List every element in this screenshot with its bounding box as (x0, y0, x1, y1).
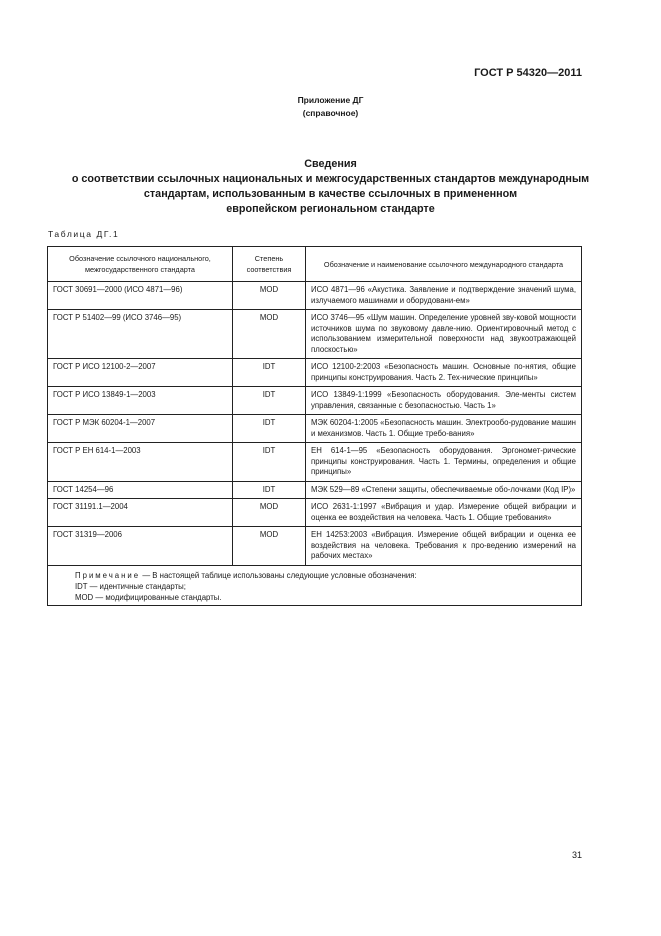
cell-national: ГОСТ Р ИСО 13849-1—2003 (48, 387, 233, 415)
table-row (48, 415, 582, 443)
cell-degree: MOD (233, 310, 306, 359)
cell-international: ИСО 12100-2:2003 «Безопасность машин. Основные по-нятия, общие принципы конструирования. Часть 2. Тех-нические принципы» (306, 359, 582, 387)
cell-degree: IDT (233, 387, 306, 415)
appendix-heading (0, 94, 661, 120)
cell-international: ИСО 13849-1:1999 «Безопасность оборудования. Эле-менты систем управления, связанные с безопасностью. Часть 1» (306, 387, 582, 415)
title-line: европейском региональном стандарте (226, 203, 435, 215)
note-intro: — В настоящей таблице использованы следующие условные обозначения: (142, 570, 417, 580)
page-number: 31 (571, 850, 582, 860)
cell-degree: IDT (233, 359, 306, 387)
note-label: Примечание (75, 570, 141, 580)
cell-degree: MOD (233, 499, 306, 527)
header-national: Обозначение ссылочного национального, межгосударственного стандарта (48, 247, 233, 282)
cell-international: МЭК 60204-1:2005 «Безопасность машин. Электрообо-рудование машин и механизмов. Часть 1. Общие требо-вания» (306, 415, 582, 443)
table-row (48, 527, 582, 566)
cell-national: ГОСТ 31191.1—2004 (48, 499, 233, 527)
note-line-idt: IDT — идентичные стандарты; (75, 581, 186, 591)
note-intro-line (75, 570, 576, 581)
title-line: о соответствии ссылочных национальных и межгосударственных стандартов международным (71, 173, 590, 185)
cell-national: ГОСТ 30691—2000 (ИСО 4871—96) (48, 282, 233, 310)
title-line: Сведения (304, 158, 357, 170)
table-row (48, 282, 582, 310)
title-line: стандартам, использованным в качестве ссылочных в примененном (143, 188, 518, 200)
appendix-subtitle: (справочное) (302, 108, 359, 118)
cell-national: ГОСТ 14254—96 (48, 481, 233, 499)
cell-national: ГОСТ 31319—2006 (48, 527, 233, 566)
table-header-row (48, 247, 582, 282)
cell-national: ГОСТ Р МЭК 60204-1—2007 (48, 415, 233, 443)
standards-table (47, 246, 582, 606)
cell-international: ИСО 4871—96 «Акустика. Заявление и подтверждение значений шума, излучаемого машинами и оборудовани-ем» (306, 282, 582, 310)
table-row (48, 387, 582, 415)
table-row (48, 359, 582, 387)
header-international: Обозначение и наименование ссылочного международного стандарта (306, 247, 582, 282)
cell-national: ГОСТ Р ИСО 12100-2—2007 (48, 359, 233, 387)
table-row (48, 310, 582, 359)
section-title (30, 157, 631, 217)
cell-degree: MOD (233, 527, 306, 566)
note-line-mod: MOD — модифицированные стандарты. (75, 592, 222, 602)
cell-degree: IDT (233, 481, 306, 499)
table-row (48, 499, 582, 527)
table-row (48, 443, 582, 482)
cell-degree: MOD (233, 282, 306, 310)
cell-international: ЕН 14253:2003 «Вибрация. Измерение общей вибрации и оценка ее воздействия на человека. Требования к про-ведению измерений на рабочих местах» (306, 527, 582, 566)
table-label: Таблица ДГ.1 (48, 229, 120, 239)
cell-national: ГОСТ Р 51402—99 (ИСО 3746—95) (48, 310, 233, 359)
table-note (48, 565, 582, 605)
document-code: ГОСТ Р 54320—2011 (474, 67, 582, 79)
cell-degree: IDT (233, 443, 306, 482)
appendix-title: Приложение ДГ (297, 95, 364, 105)
cell-international: ЕН 614-1—95 «Безопасность оборудования. Эргономет-рические принципы конструирования. Часть 1. Термины, определения и общие принципы» (306, 443, 582, 482)
table-note-row (48, 565, 582, 605)
header-degree: Степень соответствия (233, 247, 306, 282)
cell-international: МЭК 529—89 «Степени защиты, обеспечиваемые обо-лочками (Код IP)» (306, 481, 582, 499)
table-row (48, 481, 582, 499)
cell-international: ИСО 3746—95 «Шум машин. Определение уровней зву-ковой мощности источников шума по звуковому давле-нию. Ориентировочный метод с использованием измерительной поверхности над звукоотражающей плоскостью» (306, 310, 582, 359)
cell-national: ГОСТ Р ЕН 614-1—2003 (48, 443, 233, 482)
cell-degree: IDT (233, 415, 306, 443)
cell-international: ИСО 2631-1:1997 «Вибрация и удар. Измерение общей вибрации и оценка ее воздействия на человека. Часть 1. Общие требования» (306, 499, 582, 527)
